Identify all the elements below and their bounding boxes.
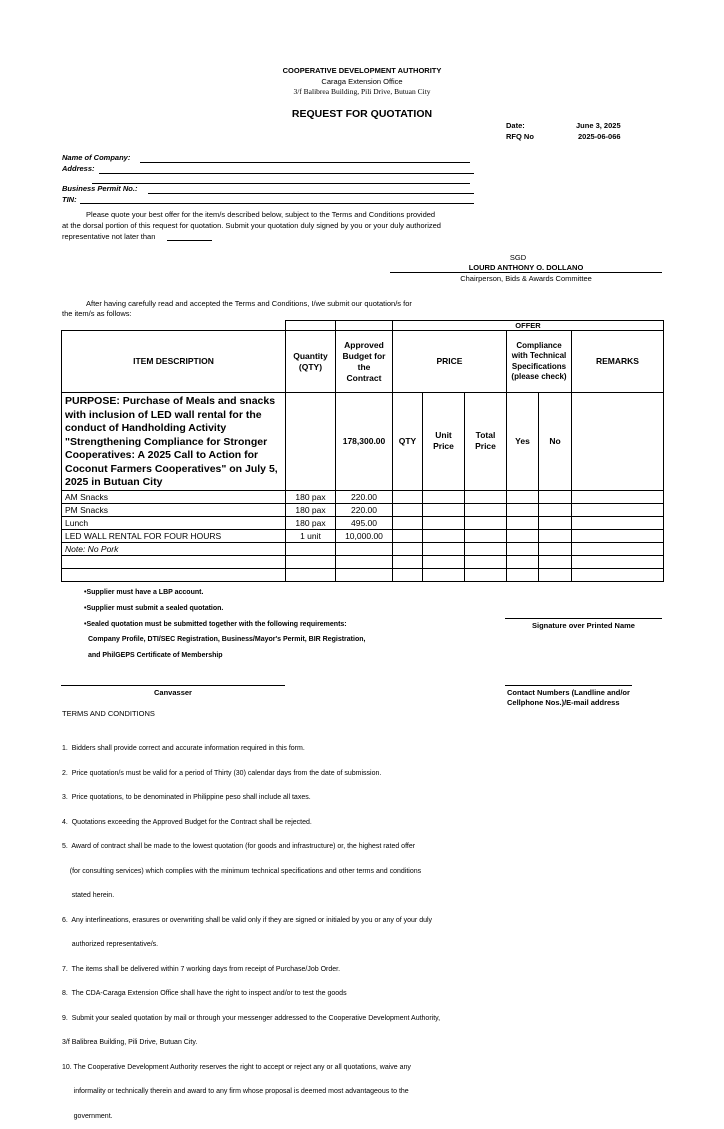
company-label: Name of Company:	[62, 153, 131, 162]
terms-item: authorized representative/s.	[62, 941, 159, 948]
unit-price-cell[interactable]	[423, 516, 465, 529]
date-value: June 3, 2025	[576, 121, 621, 130]
remarks-cell[interactable]	[572, 490, 664, 503]
terms-item: stated herein.	[62, 892, 115, 899]
terms-item: 7. The items shall be delivered within 7 working days from receipt of Purchase/Job Order.	[62, 965, 341, 973]
item-abc: 220.00	[336, 490, 393, 503]
requirement-1: •Supplier must have a LBP account.	[84, 589, 204, 596]
address-field[interactable]	[99, 173, 474, 174]
item-qty: 180 pax	[286, 503, 336, 516]
tin-field[interactable]	[80, 203, 474, 204]
table-row	[62, 490, 664, 503]
terms-item: 4. Quotations exceeding the Approved Budget for the Contract shall be rejected.	[62, 818, 312, 826]
intro-line-3: representative not later than	[62, 232, 156, 241]
remarks-cell[interactable]	[572, 529, 664, 542]
terms-item: 8. The CDA-Caraga Extension Office shall have the right to inspect and/or to test the goods	[62, 990, 347, 997]
item-desc: LED WALL RENTAL FOR FOUR HOURS	[62, 529, 286, 542]
yes-cell[interactable]	[507, 490, 539, 503]
table-row	[62, 516, 664, 529]
terms-item: 1. Bidders shall provide correct and accurate information required in this form.	[62, 745, 305, 752]
compliance-header: Compliance with Technical Specifications (please check)	[507, 331, 572, 393]
sgd-mark: SGD	[509, 253, 527, 262]
offer-qty-cell[interactable]	[393, 490, 423, 503]
item-desc: PM Snacks	[62, 503, 286, 516]
unit-price-cell[interactable]	[423, 503, 465, 516]
requirement-3: •Sealed quotation must be submitted together with the following requirements:	[84, 621, 347, 628]
canvasser-label: Canvasser	[154, 688, 192, 697]
offer-qty-cell[interactable]	[393, 503, 423, 516]
no-header: No	[539, 393, 572, 491]
terms-list	[62, 730, 440, 1129]
accept-line-1: After having carefully read and accepted the Terms and Conditions, I/we submit our quotation/s for	[86, 299, 412, 308]
total-price-header: Total Price	[465, 393, 507, 491]
purpose-cell: PURPOSE: Purchase of Meals and snacks with inclusion of LED wall rental for the conduct of Handholding Activity "Strengthening Compliance for Stronger Cooperatives: A 2025 Call to Action for Coconut Farmers Cooperatives" on July 5, 2025 in Butuan City	[62, 393, 286, 491]
contact-label-1: Contact Numbers (Landline and/or	[507, 688, 630, 697]
org-name: COOPERATIVE DEVELOPMENT AUTHORITY	[282, 66, 442, 75]
signatory-position: Chairperson, Bids & Awards Committee	[460, 274, 592, 283]
contact-line[interactable]	[505, 685, 632, 686]
terms-item: government.	[62, 1112, 113, 1120]
address-field-2[interactable]	[92, 183, 470, 184]
quantity-header: Quantity (QTY)	[286, 331, 336, 393]
remarks-header: REMARKS	[572, 331, 664, 393]
item-desc: Lunch	[62, 516, 286, 529]
contact-label-2: Cellphone Nos.)/E-mail address	[507, 698, 620, 707]
remarks-cell[interactable]	[572, 516, 664, 529]
deadline-field[interactable]	[167, 240, 212, 241]
requirement-2: •Supplier must submit a sealed quotation.	[84, 605, 224, 612]
total-price-cell[interactable]	[465, 503, 507, 516]
item-qty: 180 pax	[286, 516, 336, 529]
note-cell: Note: No Pork	[62, 542, 286, 555]
terms-item: informality or technically therein and award to any firm whose proposal is deemed most advantageous to the	[62, 1088, 409, 1095]
no-cell[interactable]	[539, 503, 572, 516]
no-cell[interactable]	[539, 490, 572, 503]
tin-label: TIN:	[62, 195, 77, 204]
document-title: REQUEST FOR QUOTATION	[291, 108, 433, 120]
signature-label: Signature over Printed Name	[532, 621, 635, 630]
no-cell[interactable]	[539, 516, 572, 529]
terms-item: 9. Submit your sealed quotation by mail or through your messenger addressed to the Cooperative Development Authority,	[62, 1014, 441, 1022]
table-row	[62, 555, 664, 568]
yes-header: Yes	[507, 393, 539, 491]
offer-header: OFFER	[393, 321, 664, 331]
rfq-label: RFQ No	[506, 132, 534, 141]
unit-price-cell[interactable]	[423, 490, 465, 503]
office-name: Caraga Extension Office	[321, 77, 403, 86]
intro-line-1: Please quote your best offer for the item/s described below, subject to the Terms and Conditions provided	[86, 210, 436, 219]
price-header: PRICE	[393, 331, 507, 393]
quotation-table	[61, 320, 664, 582]
item-abc: 220.00	[336, 503, 393, 516]
table-row	[62, 529, 664, 542]
offer-qty-cell[interactable]	[393, 529, 423, 542]
permit-field[interactable]	[148, 193, 474, 194]
accept-line-2: the item/s as follows:	[62, 309, 132, 318]
signature-line[interactable]	[505, 618, 662, 619]
no-cell[interactable]	[539, 529, 572, 542]
table-row	[62, 542, 664, 555]
total-price-cell[interactable]	[465, 490, 507, 503]
item-qty: 1 unit	[286, 529, 336, 542]
terms-item: 10. The Cooperative Development Authority reserves the right to accept or reject any or all quotations, waive any	[62, 1063, 411, 1071]
canvasser-line[interactable]	[61, 685, 285, 686]
intro-line-2: at the dorsal portion of this request for quotation. Submit your quotation duly signed by you or your duly authorized	[62, 221, 441, 230]
yes-cell[interactable]	[507, 529, 539, 542]
item-desc: AM Snacks	[62, 490, 286, 503]
unit-price-cell[interactable]	[423, 529, 465, 542]
offer-qty-cell[interactable]	[393, 516, 423, 529]
table-row	[62, 503, 664, 516]
terms-item: 2. Price quotation/s must be valid for a period of Thirty (30) calendar days from the date of submission.	[62, 769, 382, 777]
requirement-5: and PhilGEPS Certificate of Membership	[88, 652, 223, 659]
table-row	[62, 568, 664, 581]
yes-cell[interactable]	[507, 516, 539, 529]
remarks-cell[interactable]	[572, 503, 664, 516]
rfq-value: 2025-06-066	[578, 132, 621, 141]
office-address: 3/f Balibrea Building, Pili Drive, Butuan City	[293, 87, 431, 96]
permit-label: Business Permit No.:	[62, 184, 138, 193]
terms-item: 3. Price quotations, to be denominated in Philippine peso shall include all taxes.	[62, 794, 311, 801]
sub-qty-header: QTY	[393, 393, 423, 491]
item-abc: 495.00	[336, 516, 393, 529]
terms-item: 6. Any interlineations, erasures or overwriting shall be valid only if they are signed or initialed by you or any of your duly	[62, 916, 433, 924]
terms-item: (for consulting services) which complies with the minimum technical specifications and other terms and conditions	[62, 867, 422, 875]
signatory-line	[390, 272, 662, 273]
total-price-cell[interactable]	[465, 529, 507, 542]
terms-title: TERMS AND CONDITIONS	[62, 709, 155, 718]
budget-cell: 178,300.00	[336, 393, 393, 491]
requirement-4: Company Profile, DTI/SEC Registration, Business/Mayor's Permit, BIR Registration,	[88, 636, 366, 643]
item-qty: 180 pax	[286, 490, 336, 503]
total-price-cell[interactable]	[465, 516, 507, 529]
abc-header: Approved Budget for the Contract	[336, 331, 393, 393]
company-field[interactable]	[140, 162, 470, 163]
yes-cell[interactable]	[507, 503, 539, 516]
item-abc: 10,000.00	[336, 529, 393, 542]
date-label: Date:	[506, 121, 525, 130]
terms-item: 5. Award of contract shall be made to the lowest quotation (for goods and infrastructure) or, the highest rated offer	[62, 843, 416, 850]
item-description-header: ITEM DESCRIPTION	[62, 331, 286, 393]
unit-price-header: Unit Price	[423, 393, 465, 491]
signatory-name: LOURD ANTHONY O. DOLLANO	[468, 263, 584, 272]
address-label: Address:	[62, 164, 95, 173]
terms-item: 3/f Balibrea Building, Pili Drive, Butuan City.	[62, 1039, 198, 1046]
